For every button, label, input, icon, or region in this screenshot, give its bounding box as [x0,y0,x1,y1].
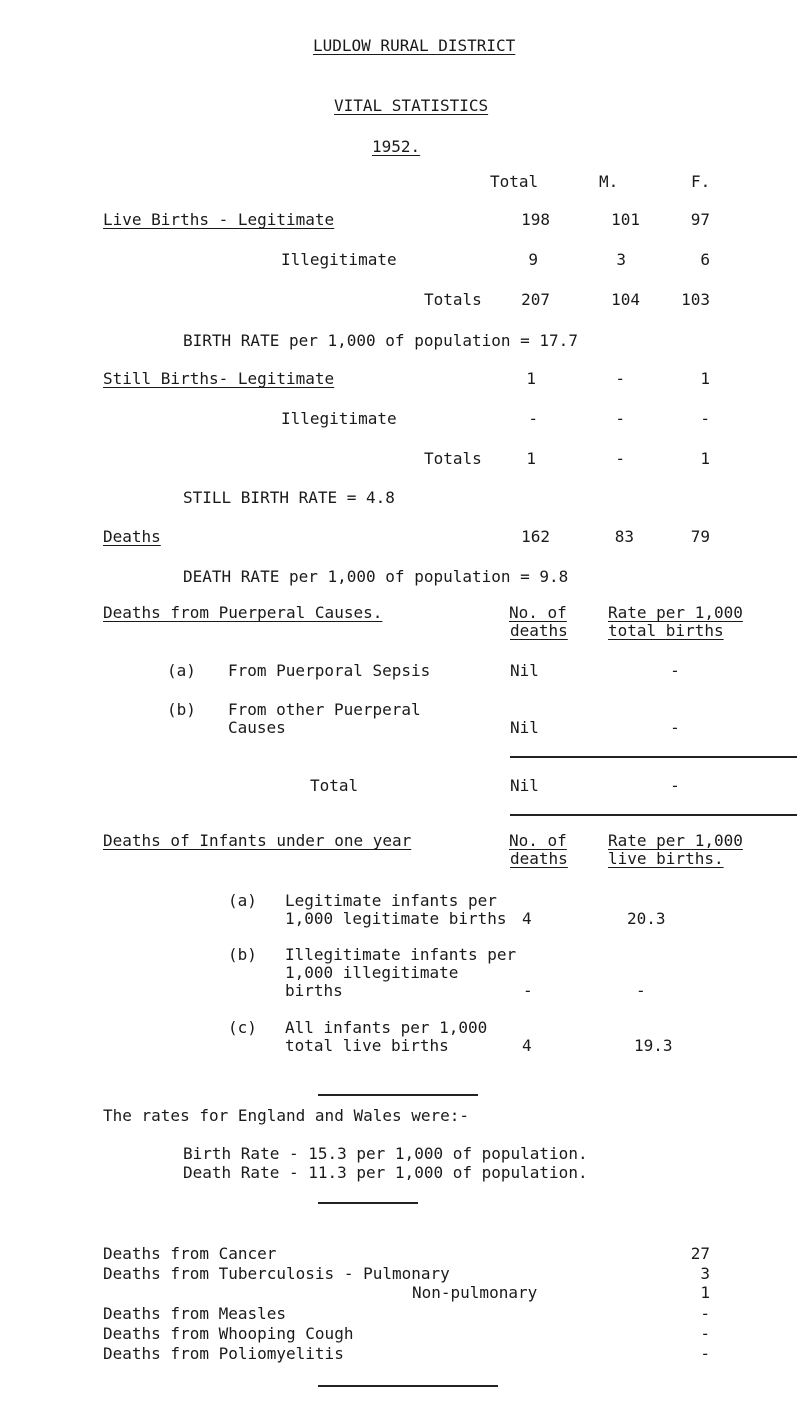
infants-col1-line1: No. of [509,831,567,850]
col-total-header: Total [490,172,539,191]
live-totals-label: Totals [424,290,482,309]
england-death-rate: Death Rate - 11.3 per 1,000 of population. [183,1163,588,1182]
puerperal-col1-line1: No. of [509,603,567,622]
infants-a-line2: 1,000 legitimate births [285,909,507,928]
still-birth-rate: STILL BIRTH RATE = 4.8 [183,488,395,507]
live-illegit-f: 6 [700,250,710,269]
polio-value: - [700,1344,710,1363]
cancer-label: Deaths from Cancer [103,1244,277,1263]
whooping-label: Deaths from Whooping Cough [103,1324,354,1343]
infants-c-label: (c) [228,1018,257,1037]
puerperal-total-rate: - [670,776,680,795]
england-intro: The rates for England and Wales were:- [103,1106,470,1125]
live-legit-f: 97 [690,210,710,229]
polio-label: Deaths from Poliomyelitis [103,1344,344,1363]
section-divider [318,1094,478,1096]
infants-b-line1: Illegitimate infants per [285,945,517,964]
district-title: LUDLOW RURAL DISTRICT [313,36,516,55]
still-illegit-m: - [615,409,625,428]
infants-b-rate: - [636,981,646,1000]
infants-col2-line1: Rate per 1,000 [608,831,743,850]
death-rate: DEATH RATE per 1,000 of population = 9.8 [183,567,569,586]
still-births-label: Still Births- Legitimate [103,369,335,388]
still-totals-total: 1 [526,449,536,468]
year: 1952. [372,137,421,156]
whooping-value: - [700,1324,710,1343]
infants-c-line1: All infants per 1,000 [285,1018,488,1037]
puerperal-a-label: (a) [167,661,196,680]
still-totals-label: Totals [424,449,482,468]
live-illegit-total: 9 [528,250,538,269]
puerperal-a-deaths: Nil [510,661,539,680]
puerperal-total-rule [510,756,797,758]
tb-label: Deaths from Tuberculosis - Pulmonary [103,1264,450,1283]
deaths-f: 79 [690,527,710,546]
england-divider [318,1202,418,1204]
live-illegit-label: Illegitimate [281,250,397,269]
measles-value: - [700,1304,710,1323]
puerperal-b-label: (b) [167,700,196,719]
live-legit-m: 101 [611,210,640,229]
infants-a-line1: Legitimate infants per [285,891,497,910]
infants-c-rate: 19.3 [634,1036,673,1055]
measles-label: Deaths from Measles [103,1304,287,1323]
puerperal-heading: Deaths from Puerperal Causes. [103,603,383,622]
puerperal-total-deaths: Nil [510,776,539,795]
birth-rate: BIRTH RATE per 1,000 of population = 17.7 [183,331,578,350]
cancer-value: 27 [690,1244,710,1263]
still-legit-m: - [615,369,625,388]
puerperal-b-text-line2: Causes [228,718,286,737]
infants-col1-line2: deaths [510,849,568,868]
infants-heading: Deaths of Infants under one year [103,831,412,850]
puerperal-a-text: From Puerporal Sepsis [228,661,431,680]
deaths-m: 83 [614,527,634,546]
col-f-header: F. [691,172,711,191]
tb-non-value: 1 [700,1283,710,1302]
still-legit-total: 1 [526,369,536,388]
end-divider [318,1385,498,1387]
infants-a-label: (a) [228,891,257,910]
still-totals-f: 1 [700,449,710,468]
puerperal-b-text-line1: From other Puerperal [228,700,421,719]
puerperal-a-rate: - [670,661,680,680]
live-legit-total: 198 [521,210,550,229]
infants-b-line3: births [285,981,343,1000]
still-illegit-label: Illegitimate [281,409,397,428]
puerperal-col2-line1: Rate per 1,000 [608,603,743,622]
live-totals-total: 207 [521,290,550,309]
infants-a-deaths: 4 [522,909,532,928]
deaths-label: Deaths [103,527,161,546]
infants-col2-line2: live births. [608,849,724,868]
still-totals-m: - [615,449,625,468]
still-illegit-f: - [700,409,710,428]
puerperal-col2-line2: total births [608,621,724,640]
infants-b-label: (b) [228,945,257,964]
live-totals-m: 104 [611,290,640,309]
tb-pulmonary-value: 3 [700,1264,710,1283]
live-illegit-m: 3 [616,250,626,269]
page-title: VITAL STATISTICS [334,96,489,115]
infants-b-deaths: - [523,981,533,1000]
puerperal-b-deaths: Nil [510,718,539,737]
deaths-total: 162 [521,527,550,546]
infants-c-line2: total live births [285,1036,449,1055]
puerperal-total-label: Total [310,776,359,795]
tb-non-label: Non-pulmonary [412,1283,538,1302]
infants-a-rate: 20.3 [627,909,666,928]
live-births-label: Live Births - Legitimate [103,210,335,229]
puerperal-end-rule [510,814,797,816]
england-birth-rate: Birth Rate - 15.3 per 1,000 of population. [183,1144,588,1163]
still-illegit-total: - [528,409,538,428]
col-m-header: M. [599,172,619,191]
live-totals-f: 103 [681,290,710,309]
still-legit-f: 1 [700,369,710,388]
infants-c-deaths: 4 [522,1036,532,1055]
infants-b-line2: 1,000 illegitimate [285,963,459,982]
puerperal-b-rate: - [670,718,680,737]
puerperal-col1-line2: deaths [510,621,568,640]
